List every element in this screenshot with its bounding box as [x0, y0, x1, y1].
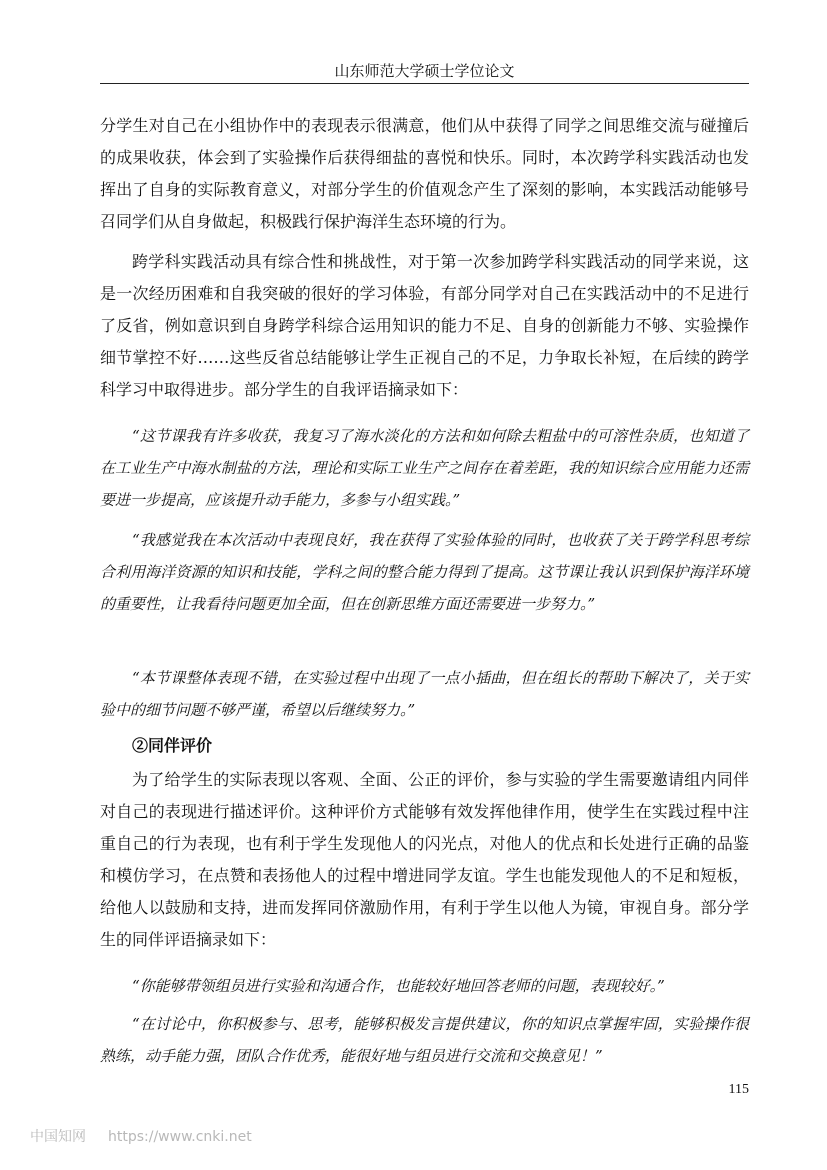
- cnki-watermark: [30, 1126, 274, 1146]
- section-heading-peer-evaluation: ②同伴评价: [132, 736, 213, 755]
- paragraph-peer-evaluation: 为了给学生的实际表现以客观、全面、公正的评价，参与实验的学生需要邀请组内同伴对自己的表现进行描述评价。这种评价方式能够有效发挥他律作用，使学生在实践过程中注重自己的行为表现，也有利于学生发现他人的闪光点，对他人的优点和长处进行正确的品鉴和模仿学习，在点赞和表扬他人的过程中增进同学友谊。学生也能发现他人的不足和短板，给他人以鼓励和支持，进而发挥同侪激励作用，有利于学生以他人为镜，审视自身。部分学生的同伴评语摘录如下：: [100, 770, 749, 949]
- quote-self-evaluation-3: “本节课整体表现不错，在实验过程中出现了一点小插曲，但在组长的帮助下解决了，关于实验中的细节问题不够严谨，希望以后继续努力。”: [100, 669, 749, 719]
- quote-peer-evaluation-1: “你能够带领组员进行实验和沟通合作，也能较好地回答老师的问题，表现较好。”: [132, 977, 665, 995]
- header-rule: [100, 83, 749, 84]
- paragraph-self-reflection: 跨学科实践活动具有综合性和挑战性，对于第一次参加跨学科实践活动的同学来说，这是一次经历困难和自我突破的很好的学习体验，有部分同学对自己在实践活动中的不足进行了反省，例如意识到自身跨学科综合运用知识的能力不足、自身的创新能力不够、实验操作细节掌控不好……这些反省总结能够让学生正视自己的不足，力争取长补短，在后续的跨学科学习中取得进步。部分学生的自我评语摘录如下：: [100, 252, 749, 399]
- page-number: 115: [728, 1082, 749, 1097]
- paragraph-continuation: 分学生对自己在小组协作中的表现表示很满意，他们从中获得了同学之间思维交流与碰撞后的成果收获，体会到了实验操作后获得细盐的喜悦和快乐。同时，本次跨学科实践活动也发挥出了自身的实际教育意义，对部分学生的价值观念产生了深刻的影响，本实践活动能够号召同学们从自身做起，积极践行保护海洋生态环境的行为。: [100, 116, 749, 231]
- quote-peer-evaluation-2: “在讨论中，你积极参与、思考，能够积极发言提供建议，你的知识点掌握牢固，实验操作很熟练，动手能力强，团队合作优秀，能很好地与组员进行交流和交换意见！”: [100, 1015, 749, 1065]
- running-header: 山东师范大学硕士学位论文: [334, 62, 515, 80]
- quote-self-evaluation-2: “我感觉我在本次活动中表现良好，我在获得了实验体验的同时，也收获了关于跨学科思考综合利用海洋资源的知识和技能，学科之间的整合能力得到了提高。这节课让我认识到保护海洋环境的重要性，让我看待问题更加全面，但在创新思维方面还需要进一步努力。”: [100, 531, 749, 613]
- watermark-brand: 中国知网: [30, 1129, 86, 1145]
- watermark-url: https://www.cnki.net: [108, 1129, 252, 1145]
- quote-self-evaluation-1: “这节课我有许多收获，我复习了海水淡化的方法和如何除去粗盐中的可溶性杂质，也知道了在工业生产中海水制盐的方法，理论和实际工业生产之间存在着差距，我的知识综合应用能力还需要进一步提高，应该提升动手能力，多参与小组实践。”: [100, 427, 749, 509]
